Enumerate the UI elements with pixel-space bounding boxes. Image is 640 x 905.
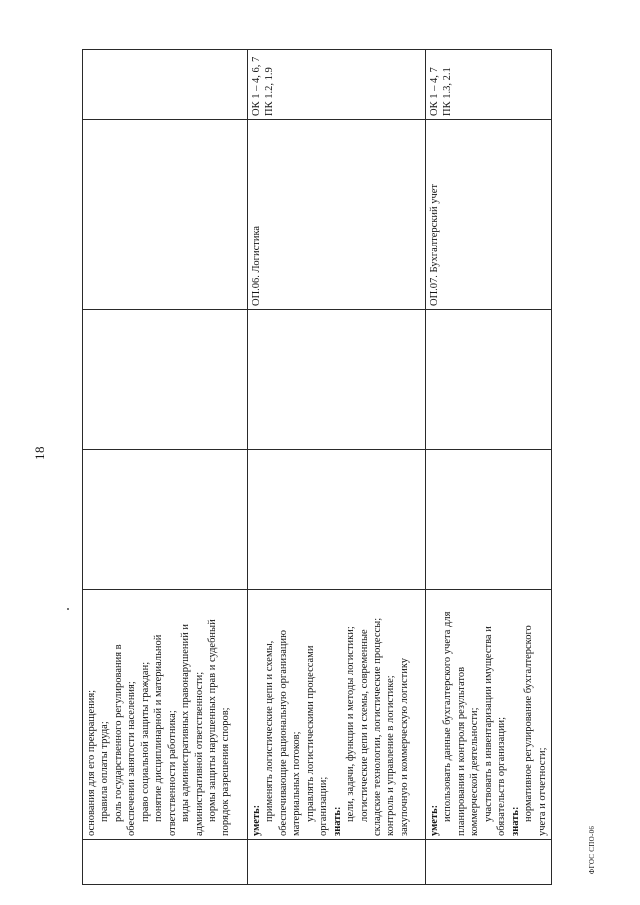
competency-line: правила оплаты труда; <box>99 721 111 822</box>
competency-line: логистические цепи и схемы, современные <box>358 629 370 822</box>
scan-speck <box>67 608 69 610</box>
competency-line: планирования и контроля результатов <box>455 666 467 836</box>
competency-line: обеспечении занятости населения; <box>126 681 138 836</box>
competency-line: применять логистические цепи и схемы, <box>264 640 276 822</box>
competency-heading: уметь: <box>429 804 440 836</box>
rotated-table-container <box>82 50 548 885</box>
curriculum-table <box>82 49 552 885</box>
footer-label-text: ФГОС СПО-06 <box>588 825 596 875</box>
competency-line: ответственности работника; <box>166 710 178 836</box>
competency-line: порядок разрешения споров; <box>220 707 232 836</box>
competencies-cell <box>426 590 552 840</box>
codes-line: ОК 1 – 4, 7 <box>429 67 440 116</box>
index-cell <box>248 840 426 885</box>
hours-cell <box>426 450 552 590</box>
competency-line: участвовать в инвентаризации имущества и <box>482 626 494 822</box>
table-row <box>83 50 248 885</box>
competency-line: использовать данные бухгалтерского учета для <box>442 611 454 822</box>
competency-line: закупочную и коммерческую логистику <box>398 657 410 836</box>
page-number <box>30 0 50 905</box>
codes-cell <box>426 50 552 120</box>
competency-line: виды административных правонарушений и <box>180 624 192 822</box>
competency-line: управлять логистическими процессами <box>304 645 316 822</box>
hours-cell <box>248 450 426 590</box>
competencies-cell <box>248 590 426 840</box>
index-cell <box>83 840 248 885</box>
codes-cell <box>83 50 248 120</box>
hours-cell <box>83 450 248 590</box>
competency-heading: знать: <box>509 806 521 836</box>
competency-line: основания для его прекращения; <box>86 689 97 836</box>
competency-heading: уметь: <box>251 804 262 836</box>
codes-line: ПК 1.2, 1.9 <box>264 67 276 116</box>
competency-line: материальных потоков; <box>291 731 303 836</box>
competency-line: организации; <box>318 776 330 836</box>
competency-line: административной ответственности; <box>193 671 205 836</box>
competency-line: складские технологии, логистические процессы; <box>371 617 383 836</box>
competency-line: нормативное регулирование бухгалтерского <box>523 625 535 822</box>
competency-line: учета и отчетности; <box>536 747 548 836</box>
competency-line: цели, задачи, функции и методы логистики; <box>345 626 357 822</box>
competency-line: обеспечивающие рациональную организацию <box>277 629 289 836</box>
competency-heading: знать: <box>331 806 343 836</box>
competency-line: роль государственного регулирования в <box>112 644 124 822</box>
page-number-text: 18 <box>32 445 47 460</box>
hours-cell <box>248 310 426 450</box>
competency-line: коммерческой деятельности; <box>469 707 481 836</box>
competency-line: обязательств организации; <box>496 716 508 836</box>
competencies-cell <box>83 590 248 840</box>
competency-line: понятие дисциплинарной и материальной <box>153 634 165 822</box>
codes-line: ПК 1.3, 2.1 <box>442 67 454 116</box>
competency-line: нормы защиты нарушенных прав и судебный <box>206 619 218 822</box>
discipline-cell: ОП.06. Логистика <box>248 120 426 310</box>
competency-line: контроль и управление в логистике; <box>385 675 397 836</box>
discipline-cell: ОП.07. Бухгалтерский учет <box>426 120 552 310</box>
discipline-cell <box>83 120 248 310</box>
hours-cell <box>83 310 248 450</box>
competency-line: право социальной защиты граждан; <box>139 661 151 822</box>
codes-cell <box>248 50 426 120</box>
table-row <box>248 50 426 885</box>
codes-line: ОК 1 – 4, 6, 7 <box>251 56 262 116</box>
footer-label <box>585 820 599 880</box>
index-cell <box>426 840 552 885</box>
table-row <box>426 50 552 885</box>
hours-cell <box>426 310 552 450</box>
